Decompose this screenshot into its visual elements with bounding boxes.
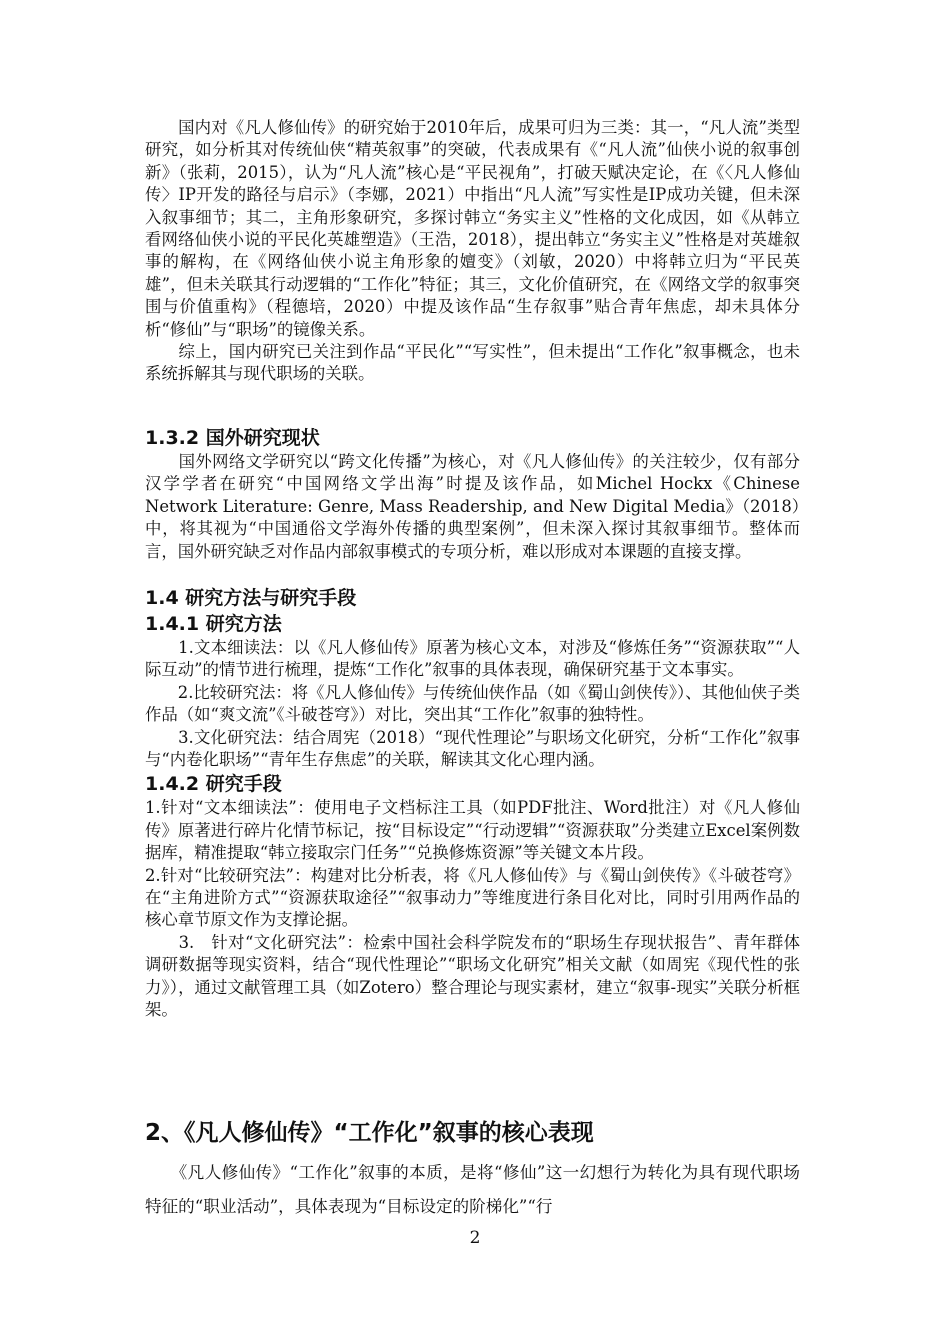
page-number: 2 [469, 1228, 481, 1248]
domestic-summary-paragraph: 综上，国内研究已关注到作品“平民化”“写实性”，但未提出“工作化”叙事概念，也未系统拆解其与现代职场的关联。 [145, 342, 800, 384]
chapter-2-paragraph: 《凡人修仙传》“工作化”叙事的本质，是将“修仙”这一幻想行为转化为具有现代职场特征的“职业活动”，具体表现为“目标设定的阶梯化”“行 [145, 1163, 800, 1216]
means-item: 2.针对“比较研究法”：构建对比分析表，将《凡人修仙传》与《蜀山剑侠传》《斗破苍穹》在“主角进阶方式”“资源获取途径”“叙事动力”等维度进行条目化对比，同时引用两作品的核心章节原文作为支撑论据。 [145, 865, 800, 930]
method-item: 1.文本细读法：以《凡人修仙传》原著为核心文本，对涉及“修炼任务”“资源获取”“人际互动”的情节进行梳理，提炼“工作化”叙事的具体表现，确保研究基于文本事实。 [145, 638, 800, 680]
methods-section [145, 585, 800, 1022]
section-heading-1-3-2: 1.3.2 国外研究现状 [145, 427, 320, 449]
foreign-research-section [145, 425, 800, 563]
chapter-2-heading: 2、《凡人修仙传》“工作化”叙事的核心表现 [145, 1120, 594, 1146]
means-item: 3. 针对“文化研究法”：检索中国社会科学院发布的“职场生存现状报告”、青年群体调研数据等现实资料，结合“现代性理论”“职场文化研究”相关文献（如周宪《现代性的张力》），通过文献管理工具（如Zotero）整合理论与现实素材，建立“叙事-现实”关联分析框架。 [145, 932, 800, 1020]
domestic-research-paragraph: 国内对《凡人修仙传》的研究始于2010年后，成果可归为三类：其一，“凡人流”类型研究，如分析其对传统仙侠“精英叙事”的突破，代表成果有《“凡人流”仙侠小说的叙事创新》（张莉，2015），认为“凡人流”核心是“平民视角”，打破天赋决定论，在《〈凡人修仙传〉IP开发的路径与启示》（李娜，2021）中指出“凡人流”写实性是IP成功关键，但未深入叙事细节；其二，主角形象研究，多探讨韩立“务实主义”性格的文化成因，如《从韩立看网络仙侠小说的平民化英雄塑造》（王浩，2018），提出韩立“务实主义”性格是对英雄叙事的解构，在《网络仙侠小说主角形象的嬗变》（刘敏，2020）中将韩立归为“平民英雄”，但未关联其行动逻辑的“工作化”特征；其三，文化价值研究，在《网络文学的叙事突围与价值重构》（程德培，2020）中提及该作品“生存叙事”贴合青年焦虑，却未具体分析“修仙”与“职场”的镜像关系。 [145, 118, 800, 339]
method-item: 2.比较研究法：将《凡人修仙传》与传统仙侠作品（如《蜀山剑侠传》）、其他仙侠子类作品（如“爽文流”《斗破苍穹》）对比，突出其“工作化”叙事的独特性。 [145, 682, 800, 725]
section-heading-1-4-2: 1.4.2 研究手段 [145, 773, 282, 796]
chapter-2-section [145, 1118, 800, 1224]
domestic-research-section [145, 117, 800, 386]
means-item: 1.针对“文本细读法”：使用电子文档标注工具（如PDF批注、Word批注）对《凡人修仙传》原著进行碎片化情节标记，按“目标设定”“行动逻辑”“资源获取”分类建立Excel案例数据库，精准提取“韩立接取宗门任务”“兑换修炼资源”等关键文本片段。 [145, 798, 800, 863]
foreign-research-paragraph: 国外网络文学研究以“跨文化传播”为核心，对《凡人修仙传》的关注较少，仅有部分汉学学者在研究“中国网络文学出海”时提及该作品，如Michel Hockx《Chinese Network Literature: Genre, Mass Readership, and New Digital Media》（2018）中，将其视为“中国通俗文学海外传播的典型案例”，但未深入探讨其叙事细节。整体而言，国外研究缺乏对作品内部叙事模式的专项分析，难以形成对本课题的直接支撑。 [145, 452, 800, 561]
method-item: 3.文化研究法：结合周宪（2018）“现代性理论”与职场文化研究，分析“工作化”叙事与“内卷化职场”“青年生存焦虑”的关联，解读其文化心理内涵。 [145, 727, 800, 770]
section-heading-1-4-1: 1.4.1 研究方法 [145, 613, 282, 635]
section-heading-1-4: 1.4 研究方法与研究手段 [145, 587, 357, 609]
